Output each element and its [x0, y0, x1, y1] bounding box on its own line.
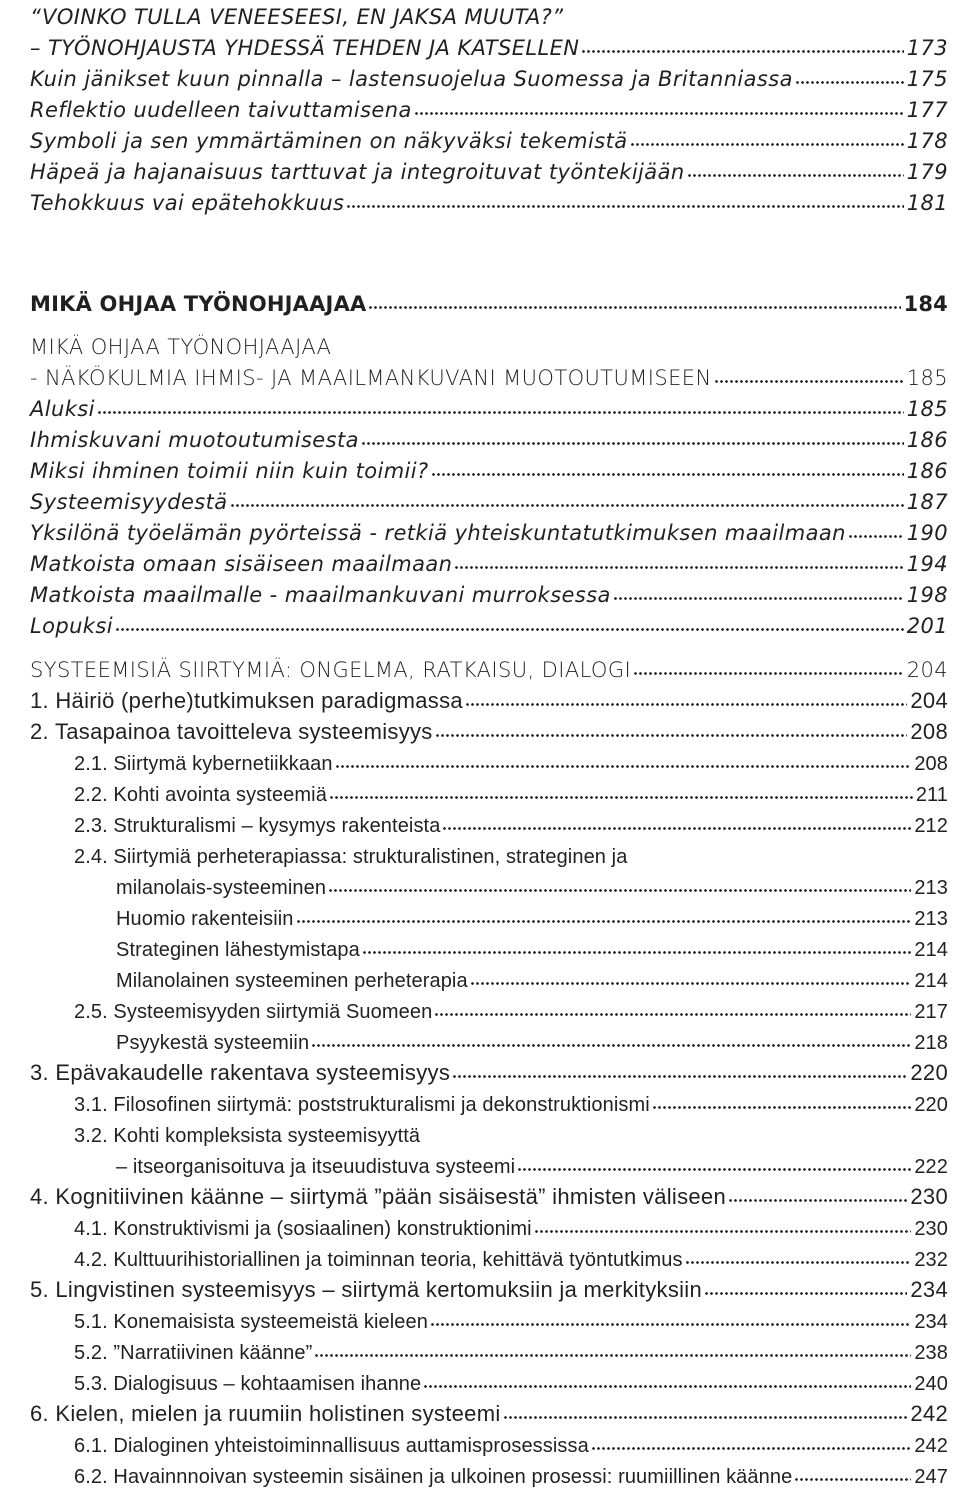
dot-leader: [796, 81, 904, 84]
toc-entry: [0, 29, 960, 59]
toc-entry-title: MIKÄ OHJAA TYÖNOHJAAJAA: [30, 335, 332, 359]
dot-leader: [653, 1106, 912, 1109]
toc-entry: [0, 682, 960, 712]
dot-leader: [330, 796, 913, 799]
toc-entry-title: milanolais-systeeminen: [116, 877, 327, 899]
dot-leader: [347, 205, 903, 208]
toc-entry: [0, 607, 960, 637]
toc-entry-title: Matkoista maailmalle - maailmankuvani murroksessa: [30, 583, 611, 607]
toc-page-number: 214: [914, 970, 948, 992]
toc-entry: [0, 576, 960, 606]
toc-entry-title: Häpeä ja hajanaisuus tarttuvat ja integroituvat työntekijään: [30, 160, 685, 184]
toc-entry-title: Huomio rakenteisiin: [116, 908, 294, 930]
toc-entry: [0, 1395, 960, 1425]
toc-entry-title: 4. Kognitiivinen käänne – siirtymä ”pään sisäisestä” ihmisten väliseen: [30, 1184, 727, 1209]
toc-entry-title: Milanolainen systeeminen perheterapia: [116, 970, 468, 992]
toc-page-number: 186: [906, 428, 948, 452]
dot-leader: [453, 1075, 907, 1078]
dot-leader: [443, 827, 911, 830]
toc-entry-title: 2.2. Kohti avointa systeemiä: [74, 784, 327, 806]
dot-leader: [729, 1199, 907, 1202]
toc-entry-title: Tehokkuus vai epätehokkuus: [30, 191, 345, 215]
toc-entry: [0, 992, 960, 1022]
toc-page-number: 198: [906, 583, 948, 607]
toc-entry: [0, 122, 960, 152]
toc-page-number: 179: [906, 160, 948, 184]
toc-page-number: 204: [906, 658, 948, 682]
toc-page-number: 181: [906, 191, 948, 215]
dot-leader: [415, 112, 904, 115]
dot-leader: [98, 411, 904, 414]
dot-leader: [582, 50, 903, 53]
toc-entry-title: - NÄKÖKULMIA IHMIS- JA MAAILMANKUVANI MUOTOUTUMISEEN: [30, 366, 712, 390]
dot-leader: [315, 1354, 911, 1357]
dot-leader: [795, 1478, 911, 1481]
toc-page-number: 212: [914, 815, 948, 837]
dot-leader: [466, 703, 907, 706]
toc-entry-title: Lopuksi: [30, 614, 113, 638]
dot-leader: [431, 1323, 911, 1326]
dot-leader: [297, 920, 912, 923]
toc-entry-title: Systeemisyydestä: [30, 490, 228, 514]
toc-entry-title: 5. Lingvistinen systeemisyys – siirtymä kertomuksiin ja merkityksiin: [30, 1277, 703, 1302]
toc-entry: [0, 285, 960, 315]
toc-entry: [0, 1302, 960, 1332]
dot-leader: [436, 734, 908, 737]
toc-entry-title: 5.3. Dialogisuus – kohtaamisen ihanne: [74, 1373, 422, 1395]
toc-entry-title: Aluksi: [30, 397, 95, 421]
toc-entry-title: 2.4. Siirtymiä perheterapiassa: strukturalistinen, strateginen ja: [74, 846, 628, 868]
toc-entry-title: Symboli ja sen ymmärtäminen on näkyväksi tekemistä: [30, 129, 628, 153]
toc-page-number: 242: [914, 1435, 948, 1457]
toc-entry: [0, 60, 960, 90]
toc-entry: [0, 1333, 960, 1363]
toc-page-number: 217: [914, 1001, 948, 1023]
toc-page-number: 238: [914, 1342, 948, 1364]
toc-entry-title: Miksi ihminen toimii niin kuin toimii?: [30, 459, 429, 483]
toc-entry: [0, 899, 960, 929]
toc-page-number: 208: [914, 753, 948, 775]
toc-entry: [0, 1085, 960, 1115]
dot-leader: [631, 143, 904, 146]
toc-page-number: 230: [914, 1218, 948, 1240]
toc-page-number: 230: [910, 1184, 948, 1209]
toc-entry-title: Matkoista omaan sisäiseen maailmaan: [30, 552, 453, 576]
toc-page-number: 190: [906, 521, 948, 545]
toc-page-number: 211: [915, 784, 948, 806]
dot-leader: [336, 765, 912, 768]
toc-page-number: 208: [910, 719, 948, 744]
toc-page-number: 240: [914, 1373, 948, 1395]
toc-entry: [0, 713, 960, 743]
toc-entry: [0, 1054, 960, 1084]
toc-entry-title: 2.3. Strukturalismi – kysymys rakenteista: [74, 815, 441, 837]
toc-entry: [0, 651, 960, 681]
toc-entry-title: 2.5. Systeemisyyden siirtymiä Suomeen: [74, 1001, 433, 1023]
toc-entry-title: 2. Tasapainoa tavoitteleva systeemisyys: [30, 719, 433, 744]
dot-leader: [518, 1168, 911, 1171]
dot-leader: [455, 566, 903, 569]
toc-page-number: 204: [910, 688, 948, 713]
toc-entry-title: 4.1. Konstruktivismi ja (sosiaalinen) konstruktionimi: [74, 1218, 532, 1240]
toc-entry: [0, 545, 960, 575]
toc-entry: [0, 1240, 960, 1270]
toc-entry-title: SYSTEEMISIÄ SIIRTYMIÄ: ONGELMA, RATKAISU, DIALOGI: [30, 658, 632, 682]
toc-entry: [0, 868, 960, 898]
dot-leader: [363, 951, 911, 954]
toc-page-number: 178: [906, 129, 948, 153]
toc-page-number: 222: [914, 1156, 948, 1178]
toc-page-number: 242: [910, 1401, 948, 1426]
dot-leader: [535, 1230, 912, 1233]
toc-entry-title: 4.2. Kulttuurihistoriallinen ja toiminnan teoria, kehittävä työntutkimus: [74, 1249, 683, 1271]
toc-entry-title: 6.1. Dialoginen yhteistoiminnallisuus auttamisprosessissa: [74, 1435, 589, 1457]
toc-entry: [0, 514, 960, 544]
dot-leader: [504, 1416, 908, 1419]
dot-leader: [849, 535, 904, 538]
dot-leader: [686, 1261, 912, 1264]
toc-page-number: 213: [914, 908, 948, 930]
toc-entry-title: 5.1. Konemaisista systeemeistä kieleen: [74, 1311, 428, 1333]
toc-entry-title: 2.1. Siirtymä kybernetiikkaan: [74, 753, 333, 775]
toc-entry: [0, 930, 960, 960]
toc-entry-title: Reflektio uudelleen taivuttamisena: [30, 98, 412, 122]
toc-entry-title: 3.1. Filosofinen siirtymä: poststrukturalismi ja dekonstruktionismi: [74, 1094, 650, 1116]
toc-entry-title: 6.2. Havainnnoivan systeemin sisäinen ja ulkoinen prosessi: ruumiillinen käänne: [74, 1466, 793, 1488]
toc-entry: [0, 184, 960, 214]
toc-entry-title: 6. Kielen, mielen ja ruumiin holistinen systeemi: [30, 1401, 501, 1426]
dot-leader: [369, 306, 900, 309]
toc-entry: [0, 1178, 960, 1208]
toc-entry: [0, 1209, 960, 1239]
toc-entry: [0, 837, 960, 867]
dot-leader: [362, 442, 904, 445]
dot-leader: [688, 174, 904, 177]
toc-entry-title: 1. Häiriö (perhe)tutkimuksen paradigmassa: [30, 688, 463, 713]
toc-entry: [0, 328, 960, 358]
toc-entry-title: 3.2. Kohti kompleksista systeemisyyttä: [74, 1125, 421, 1147]
toc-page-number: 234: [910, 1277, 948, 1302]
toc-entry: [0, 421, 960, 451]
dot-leader: [705, 1292, 907, 1295]
dot-leader: [634, 672, 904, 675]
toc-page-number: 194: [906, 552, 948, 576]
dot-leader: [432, 473, 904, 476]
toc-entry: [0, 1147, 960, 1177]
dot-leader: [614, 597, 904, 600]
toc-entry-title: Strateginen lähestymistapa: [116, 939, 360, 961]
toc-entry-title: – itseorganisoituva ja itseuudistuva systeemi: [116, 1156, 516, 1178]
dot-leader: [715, 380, 904, 383]
toc-page-number: 247: [914, 1466, 948, 1488]
toc-entry-title: 5.2. ”Narratiivinen käänne”: [74, 1342, 313, 1364]
dot-leader: [312, 1044, 911, 1047]
toc-entry: [0, 359, 960, 389]
toc-entry-title: 3. Epävakaudelle rakentava systeemisyys: [30, 1060, 451, 1085]
toc-entry: [0, 91, 960, 121]
toc-entry: [0, 775, 960, 805]
toc-entry-title: – TYÖNOHJAUSTA YHDESSÄ TEHDEN JA KATSELLEN: [30, 36, 580, 60]
toc-entry: [0, 744, 960, 774]
toc-page-number: 234: [914, 1311, 948, 1333]
dot-leader: [471, 982, 912, 985]
toc-entry-title: Psyykestä systeemiin: [116, 1032, 310, 1054]
toc-page-number: 177: [906, 98, 948, 122]
toc-entry: [0, 806, 960, 836]
dot-leader: [592, 1447, 911, 1450]
toc-entry: [0, 1271, 960, 1301]
toc-entry: [0, 483, 960, 513]
toc-entry: [0, 1116, 960, 1146]
toc-page-number: 185: [906, 366, 948, 390]
toc-page-number: 220: [914, 1094, 948, 1116]
toc-page-number: 218: [914, 1032, 948, 1054]
dot-leader: [329, 889, 911, 892]
toc-entry: [0, 0, 960, 28]
toc-entry-title: Yksilönä työelämän pyörteissä - retkiä yhteiskuntatutkimuksen maailmaan: [30, 521, 846, 545]
toc-page-number: 220: [910, 1060, 948, 1085]
toc-page-number: 201: [906, 614, 948, 638]
toc-page-number: 187: [906, 490, 948, 514]
toc-page-number: 186: [906, 459, 948, 483]
toc-entry: [0, 153, 960, 183]
toc-page-number: 173: [906, 36, 948, 60]
toc-entry-title: “VOINKO TULLA VENEESEESI, EN JAKSA MUUTA?”: [30, 5, 564, 29]
toc-entry: [0, 961, 960, 991]
dot-leader: [435, 1013, 911, 1016]
toc-entry-title: MIKÄ OHJAA TYÖNOHJAAJAA: [30, 292, 367, 316]
toc-entry: [0, 1023, 960, 1053]
toc-entry: [0, 1364, 960, 1394]
toc-entry: [0, 1457, 960, 1487]
dot-leader: [424, 1385, 911, 1388]
toc-page-number: 232: [914, 1249, 948, 1271]
toc-page-number: 175: [906, 67, 948, 91]
toc-entry: [0, 1426, 960, 1456]
toc-page-number: 213: [914, 877, 948, 899]
dot-leader: [231, 504, 904, 507]
dot-leader: [116, 628, 904, 631]
toc-entry-title: Ihmiskuvani muotoutumisesta: [30, 428, 359, 452]
toc-page-number: 214: [914, 939, 948, 961]
toc-page-number: 185: [906, 397, 948, 421]
toc-entry-title: Kuin jänikset kuun pinnalla – lastensuojelua Suomessa ja Britanniassa: [30, 67, 793, 91]
toc-page-number: 184: [903, 292, 948, 316]
toc-entry: [0, 390, 960, 420]
toc-entry: [0, 452, 960, 482]
